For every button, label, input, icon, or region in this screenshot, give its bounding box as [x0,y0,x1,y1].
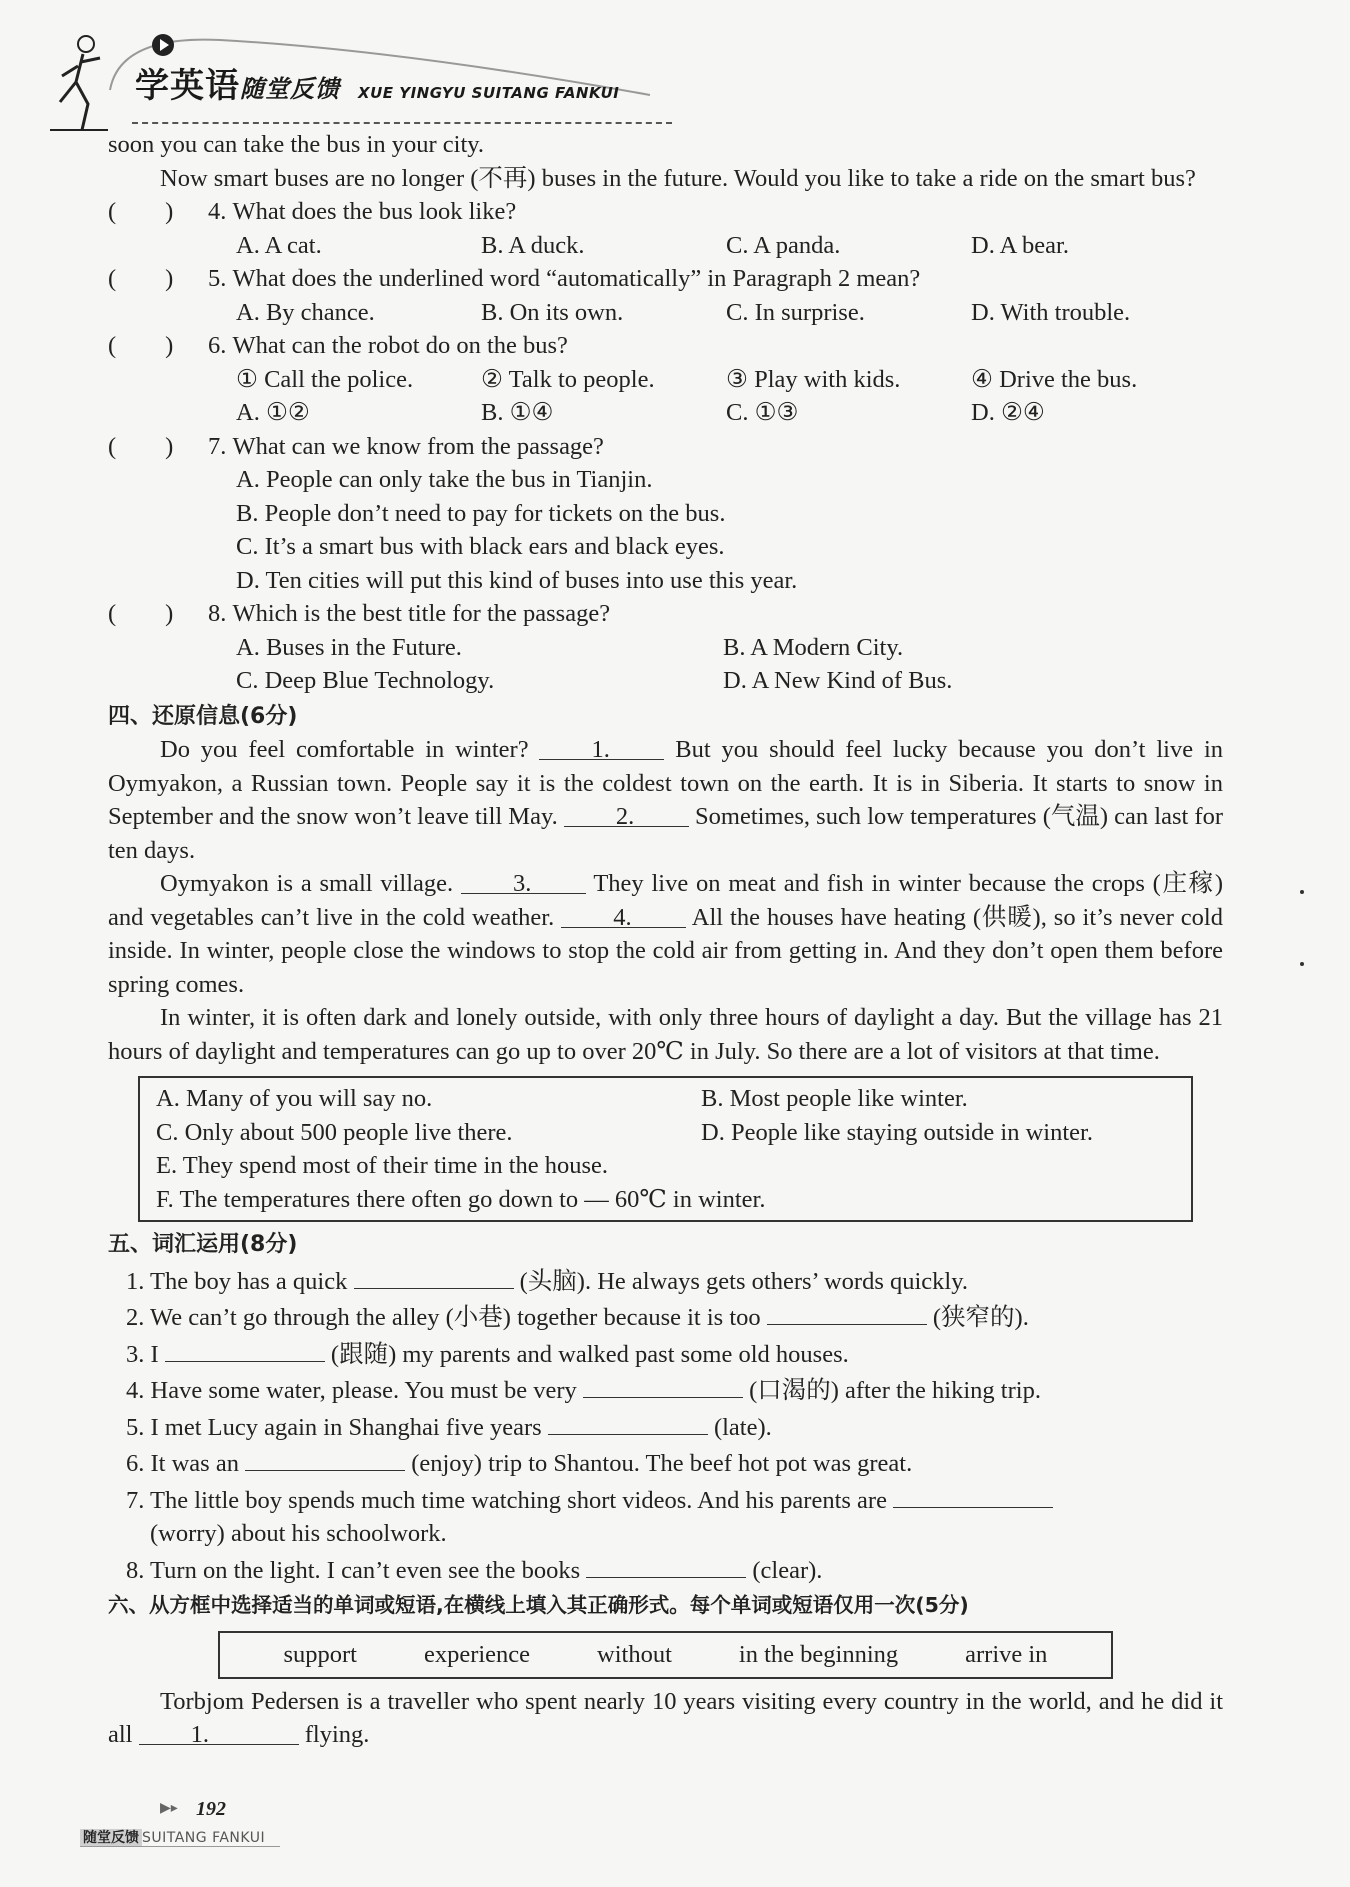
section-4-title: 四、还原信息(6分) [108,703,298,729]
footer-divider [80,1846,280,1847]
option-b[interactable]: B. People don’t need to pay for tickets on the bus. [236,499,726,527]
statement-4: ④ Drive the bus. [971,365,1138,393]
word-option: without [597,1640,672,1668]
vocab-blank[interactable] [354,1262,514,1289]
vocab-blank[interactable] [548,1408,708,1435]
answer-bracket[interactable]: ( ) [108,432,174,460]
option-b[interactable]: B. On its own. [481,298,624,326]
option-a[interactable]: A. People can only take the bus in Tianjin. [236,466,653,493]
section-4-paragraph-3: In winter, it is often dark and lonely outside, with only three hours of daylight a day. But the village has 21 hours of daylight and temperatures can go up to over 20℃ in July. So there are a lot of visitors at that time. [108,1004,1223,1065]
answer-bracket[interactable]: ( ) [108,332,174,359]
vocab-blank[interactable] [583,1371,743,1398]
question-8 [108,597,1223,631]
choice-box [138,1076,1193,1222]
section-6-paragraph: Torbjom Pedersen is a traveller who spent nearly 10 years visiting every country in the world, and he did it all 1. flying. [108,1687,1223,1748]
option-c[interactable]: C. Deep Blue Technology. [236,667,495,694]
section-6-title: 六、从方框中选择适当的单词或短语,在横线上填入其正确形式。每个单词或短语仅用一次(5分) [108,1593,969,1617]
passage-paragraph: Now smart buses are no longer (不再) buses in the future. Would you like to take a ride on the smart bus? [160,164,1196,192]
question-number: 6. [208,332,227,359]
option-d[interactable]: D. ②④ [971,399,1045,426]
blank-3[interactable]: 3. [461,867,586,894]
vocab-item-5: 5. I met Lucy again in Shanghai five years (late). [108,1408,1223,1445]
vocab-item-7: 7. The little boy spends much time watching short videos. And his parents are [108,1481,1223,1518]
option-a[interactable]: A. ①② [236,399,310,426]
option-d[interactable]: D. Ten cities will put this kind of buses into use this year. [236,566,798,594]
options-row [108,229,1223,263]
option-b[interactable]: B. ①④ [481,399,554,426]
word-option: support [283,1640,357,1668]
vocab-item-2: 2. We can’t go through the alley (小巷) together because it is too (狭窄的). [108,1298,1223,1335]
choice-c: C. Only about 500 people live there. [156,1118,513,1146]
options-row [108,296,1223,330]
passage-line: soon you can take the bus in your city. [108,131,485,158]
option-c[interactable]: C. ①③ [726,399,799,426]
option-d[interactable]: D. A bear. [971,231,1069,259]
word-option: experience [423,1640,531,1668]
statement-2: ② Talk to people. [481,365,655,393]
vocab-item-7-cont: (worry) about his schoolwork. [150,1520,447,1547]
page-number: 192 [196,1798,226,1820]
question-7 [108,430,1223,464]
choice-d: D. People like staying outside in winter. [701,1118,1093,1146]
answer-bracket[interactable]: ( ) [108,265,174,292]
section-5-title: 五、词汇运用(8分) [108,1232,298,1257]
option-a[interactable]: A. By chance. [236,298,375,326]
blank-1[interactable]: 1. [539,733,664,760]
vocab-item-1: 1. The boy has a quick (头脑). He always gets others’ words quickly. [108,1262,1223,1299]
margin-mark [1300,962,1304,966]
arrows-icon: ▶▸ [160,1800,178,1816]
option-c[interactable]: C. A panda. [726,231,841,259]
footer-tag: 随堂反馈 SUITANG FANKUI [80,1827,265,1847]
question-number: 7. [208,432,227,460]
answer-bracket[interactable]: ( ) [108,600,174,627]
question-text: What does the underlined word “automatically” in Paragraph 2 mean? [232,265,921,292]
option-c[interactable]: C. It’s a smart bus with black ears and black eyes. [236,533,725,560]
question-number: 5. [208,265,227,292]
question-number: 4. [208,198,227,225]
section-4-paragraph-2: Oymyakon is a small village. 3. They live on meat and fish in winter because the crops (庄稼) and vegetables can’t live in the cold weather. 4. All the houses have heating (供暖), so it’s never cold inside. In winter, people close the windows to stop the cold air from getting in. And they don’t open them before spring comes. [108,867,1223,1001]
options-row [108,664,1223,698]
header-title: 学英语随堂反馈 [135,66,340,106]
page-header [40,20,640,130]
vocab-blank[interactable] [165,1335,325,1362]
choice-b: B. Most people like winter. [701,1085,968,1112]
statement-1: ① Call the police. [236,365,414,393]
option-d[interactable]: D. With trouble. [971,298,1131,326]
question-5 [108,262,1223,296]
question-4 [108,195,1223,229]
question-text: What does the bus look like? [232,198,517,225]
option-a[interactable]: A. Buses in the Future. [236,633,462,661]
answer-bracket[interactable]: ( ) [108,198,174,225]
choice-a: A. Many of you will say no. [156,1085,433,1112]
statement-row [108,363,1223,397]
question-text: Which is the best title for the passage? [232,600,611,627]
choice-e: E. They spend most of their time in the house. [156,1152,609,1179]
statement-3: ③ Play with kids. [726,365,901,393]
vocab-blank[interactable] [586,1551,746,1578]
word-box [218,1631,1113,1679]
section-4-paragraph-1: Do you feel comfortable in winter? 1. But you should feel lucky because you don’t live in Oymyakon, a Russian town. People say it is the coldest town on the earth. It is in Siberia. It starts to snow in September and the snow won’t leave till May. 2. Sometimes, such low temperatures (气温) can last for ten days. [108,733,1223,867]
question-text: What can we know from the passage? [232,432,604,460]
vocab-blank[interactable] [767,1298,927,1325]
header-pinyin: XUE YINGYU SUITANG FANKUI [358,84,620,102]
option-d[interactable]: D. A New Kind of Bus. [723,667,953,694]
question-6 [108,329,1223,363]
question-number: 8. [208,600,227,627]
margin-mark [1300,890,1304,894]
options-row [108,631,1223,665]
question-text: What can the robot do on the bus? [232,332,568,359]
options-row [108,396,1223,430]
vocab-blank[interactable] [893,1481,1053,1508]
choice-f: F. The temperatures there often go down to — 60℃ in winter. [156,1185,766,1213]
header-divider [132,122,672,124]
blank-2[interactable]: 2. [564,800,689,827]
word-option: in the beginning [738,1640,899,1668]
word-option: arrive in [965,1640,1048,1668]
vocab-item-6: 6. It was an (enjoy) trip to Shantou. The beef hot pot was great. [108,1444,1223,1481]
option-b[interactable]: B. A Modern City. [723,633,904,661]
option-c[interactable]: C. In surprise. [726,298,865,326]
option-b[interactable]: B. A duck. [481,231,585,259]
page-content [108,128,1223,1752]
blank-4[interactable]: 4. [561,901,686,928]
vocab-item-3: 3. I (跟随) my parents and walked past some old houses. [108,1335,1223,1372]
vocab-blank[interactable] [245,1444,405,1471]
play-icon [152,34,174,56]
option-a[interactable]: A. A cat. [236,231,322,259]
blank-1[interactable]: 1. [139,1718,299,1745]
vocab-item-4: 4. Have some water, please. You must be very (口渴的) after the hiking trip. [108,1371,1223,1408]
vocab-item-8: 8. Turn on the light. I can’t even see the books (clear). [108,1551,1223,1588]
